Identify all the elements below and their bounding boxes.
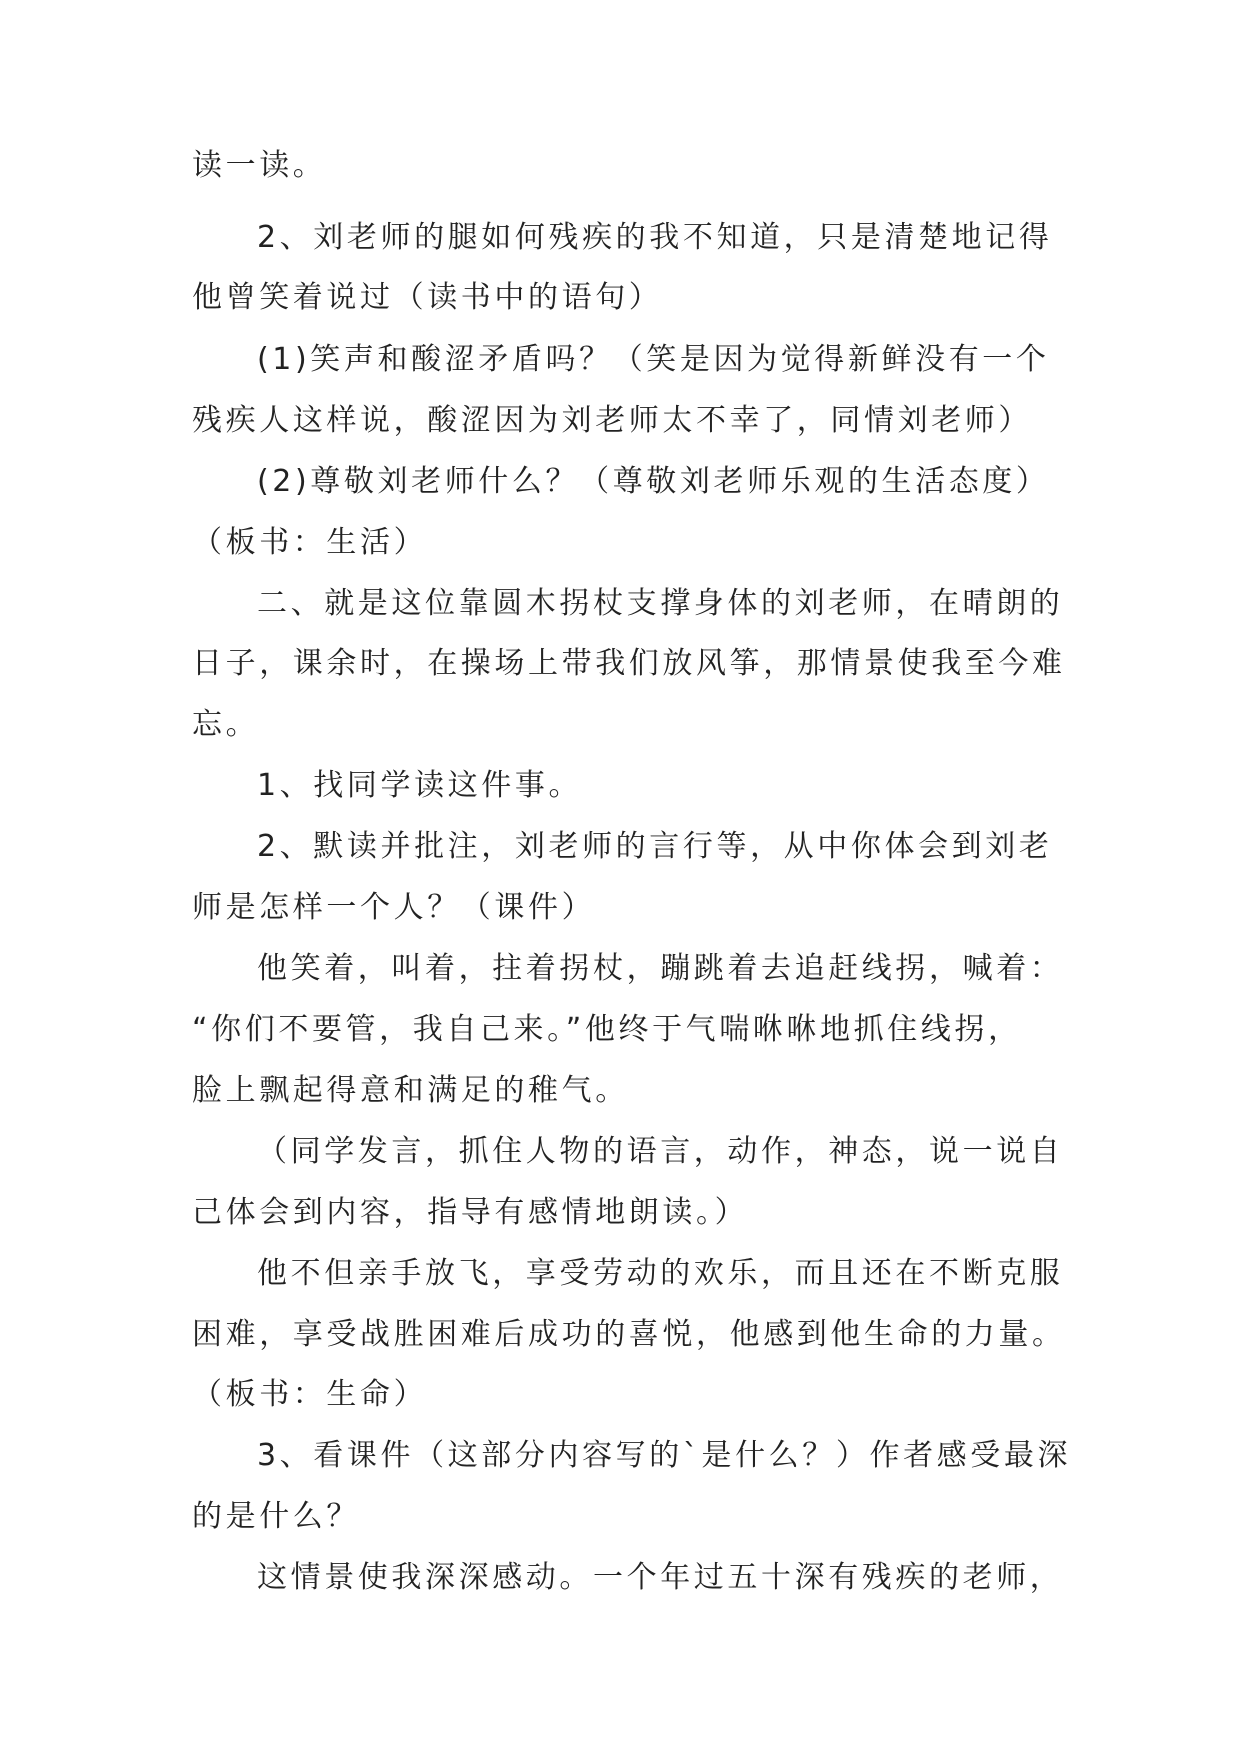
text-line: 困难，享受战胜困难后成功的喜悦，他感到他生命的力量。 bbox=[192, 1317, 1066, 1352]
text-line: 己体会到内容，指导有感情地朗读。） bbox=[192, 1195, 749, 1230]
text-line: 2、默读并批注，刘老师的言行等，从中你体会到刘老 bbox=[257, 829, 1053, 864]
text-line: 2、刘老师的腿如何残疾的我不知道，只是清楚地记得 bbox=[257, 220, 1053, 255]
text-line: “你们不要管，我自己来。”他终于气喘咻咻地抓住线拐， bbox=[192, 1012, 1022, 1047]
text-line: 忘。 bbox=[192, 707, 260, 742]
text-line: 1、找同学读这件事。 bbox=[257, 768, 583, 803]
text-line: (2)尊敬刘老师什么？（尊敬刘老师乐观的生活态度） bbox=[257, 464, 1050, 499]
text-line: 日子，课余时，在操场上带我们放风筝，那情景使我至今难 bbox=[192, 646, 1066, 681]
text-line: 读一读。 bbox=[192, 148, 327, 183]
text-line: （板书：生命） bbox=[192, 1377, 428, 1412]
text-line: (1)笑声和酸涩矛盾吗？（笑是因为觉得新鲜没有一个 bbox=[257, 342, 1050, 377]
text-line: 他不但亲手放飞，享受劳动的欢乐，而且还在不断克服 bbox=[257, 1256, 1064, 1291]
text-line: （同学发言，抓住人物的语言，动作，神态，说一说自 bbox=[257, 1134, 1064, 1169]
text-line: 师是怎样一个人？（课件） bbox=[192, 890, 596, 925]
text-line: （板书：生活） bbox=[192, 525, 428, 560]
text-line: 他笑着，叫着，拄着拐杖，蹦跳着去追赶线拐，喊着： bbox=[257, 951, 1064, 986]
text-line: 残疾人这样说，酸涩因为刘老师太不幸了，同情刘老师） bbox=[192, 403, 1032, 438]
text-line: 脸上飘起得意和满足的稚气。 bbox=[192, 1073, 629, 1108]
text-line: 3、看课件（这部分内容写的`是什么？）作者感受最深 bbox=[257, 1438, 1072, 1473]
text-line: 他曾笑着说过（读书中的语句） bbox=[192, 280, 663, 315]
text-line: 这情景使我深深感动。一个年过五十深有残疾的老师， bbox=[257, 1560, 1064, 1595]
text-line: 的是什么？ bbox=[192, 1499, 360, 1534]
text-line: 二、就是这位靠圆木拐杖支撑身体的刘老师，在晴朗的 bbox=[257, 586, 1064, 621]
